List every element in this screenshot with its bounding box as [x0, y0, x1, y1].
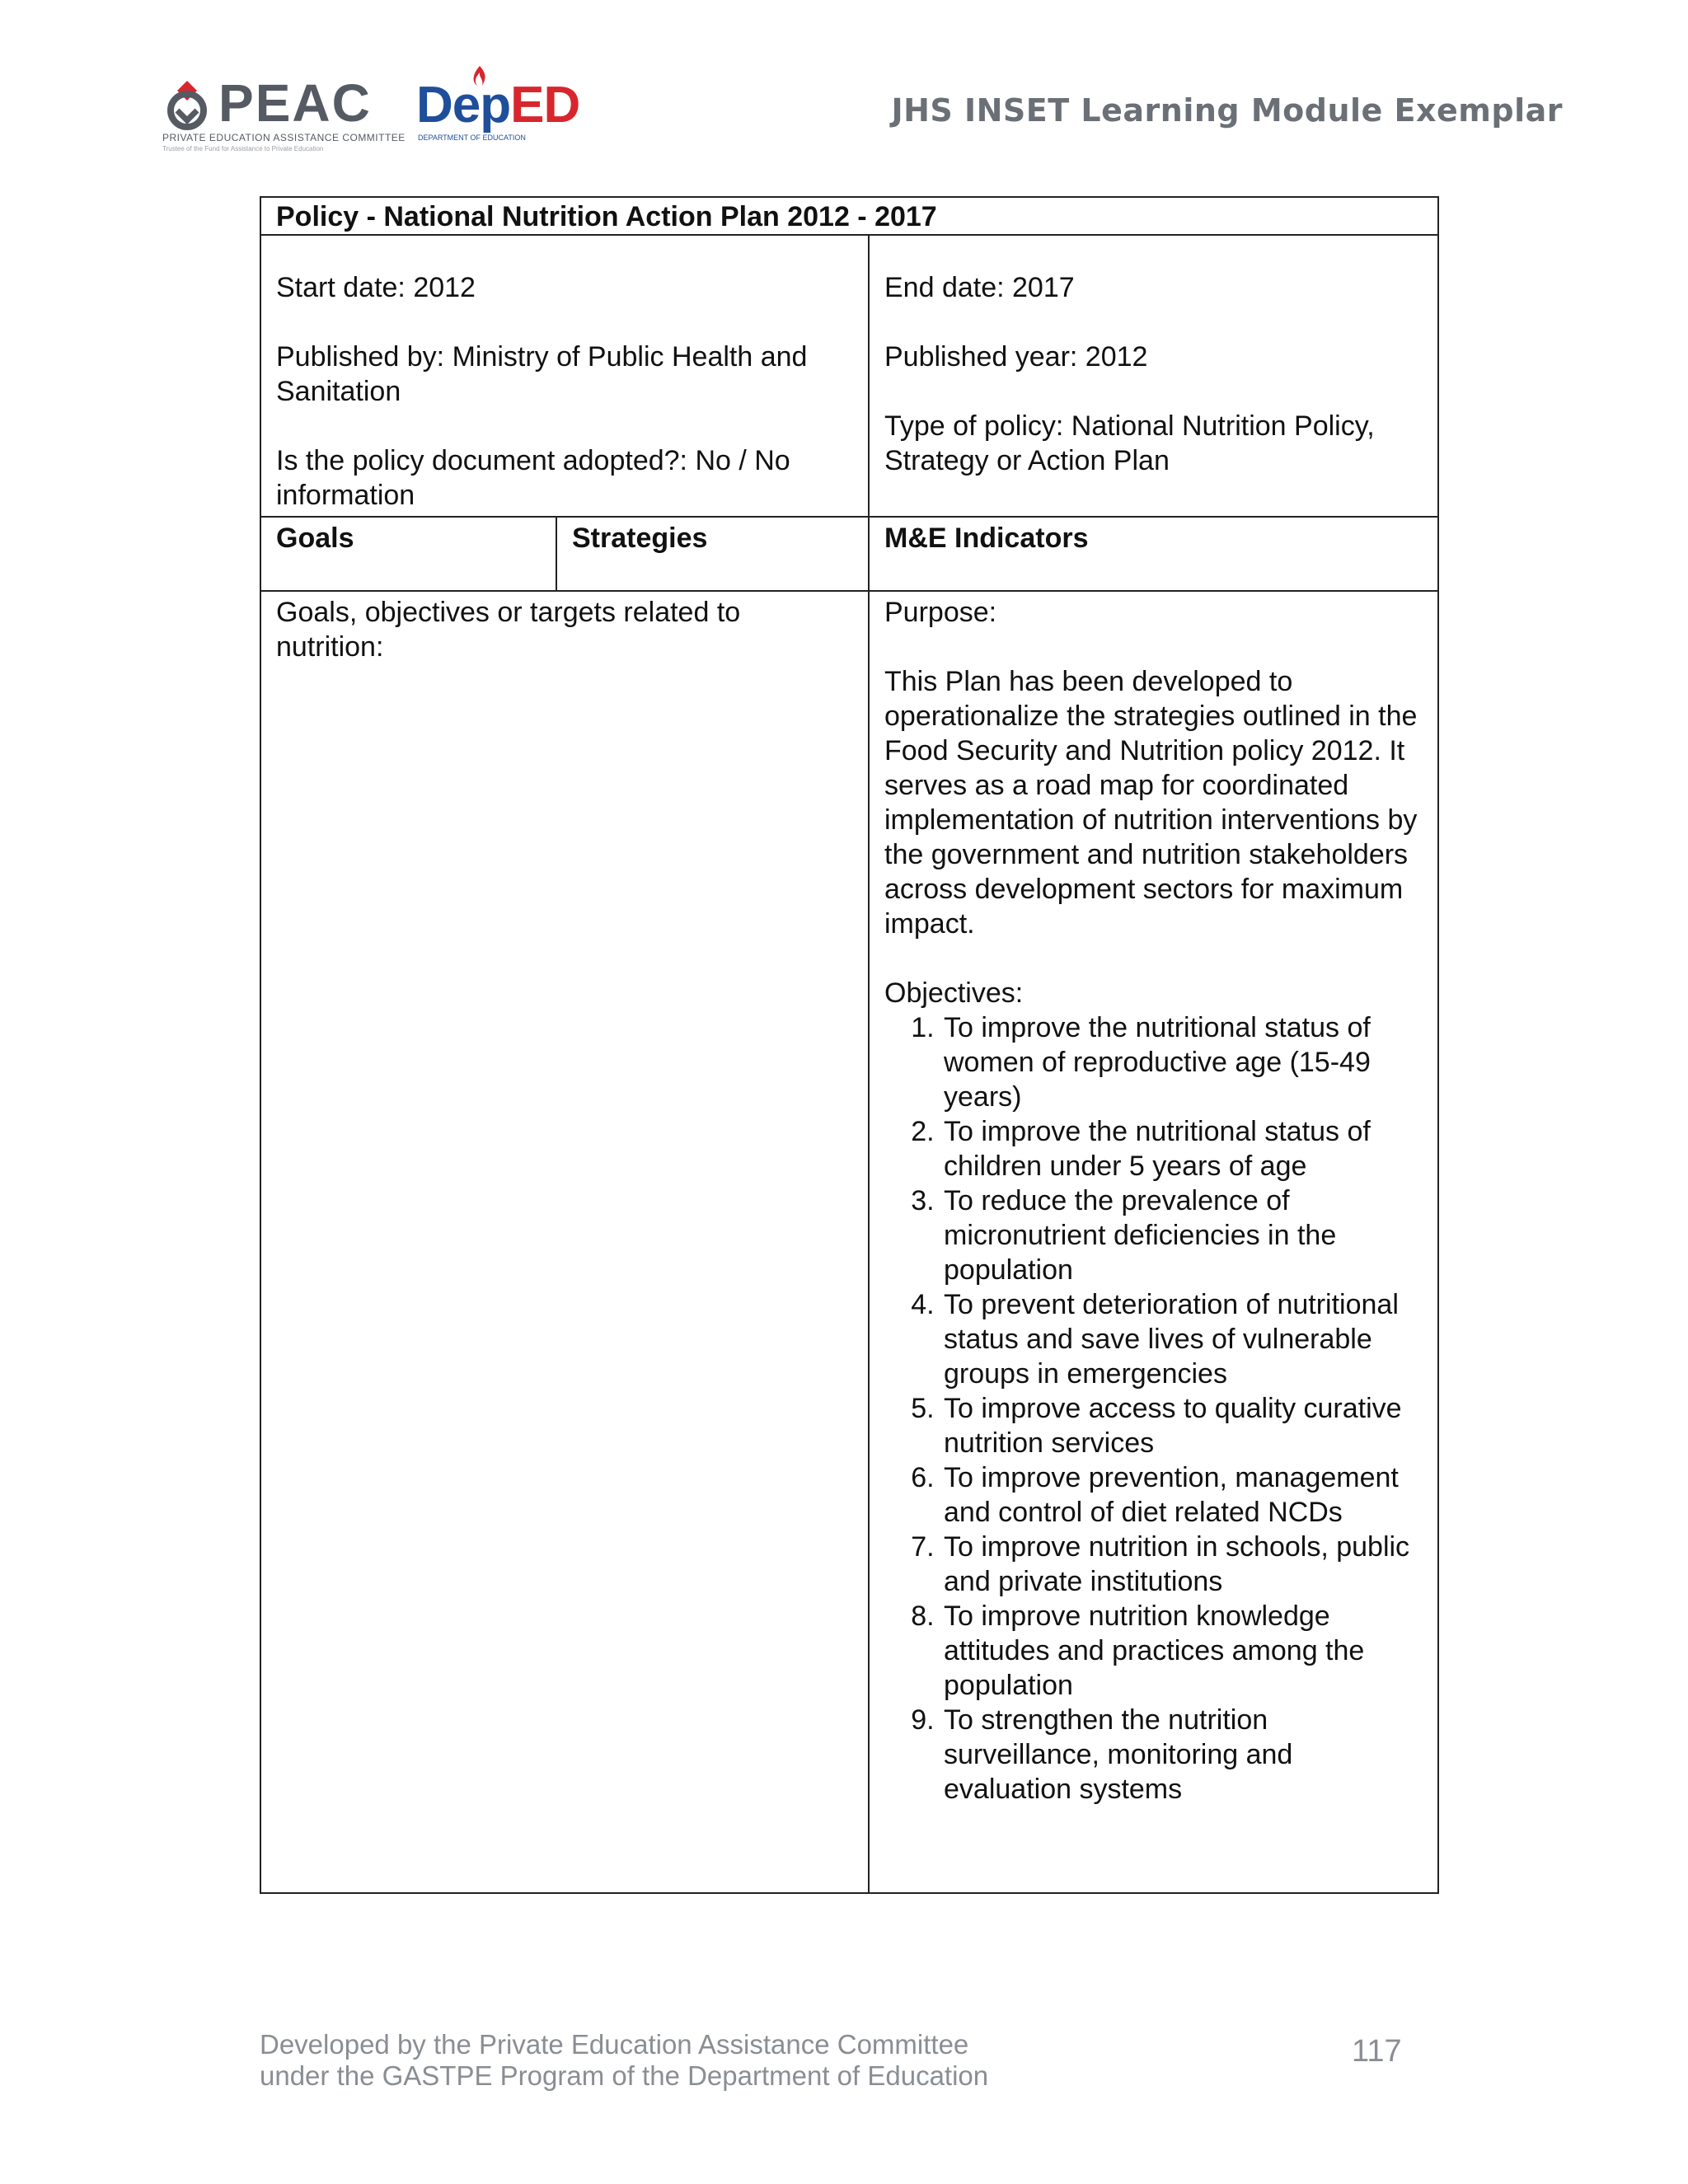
column-header-me-indicators: M&E Indicators [869, 517, 1438, 591]
column-header-row [260, 517, 1438, 591]
policy-content-row [260, 591, 1438, 1893]
me-indicators-cell [869, 591, 1438, 1893]
column-header-goals: Goals [260, 517, 556, 591]
objective-item: 5. To improve access to quality curative nutrition services [942, 1391, 1423, 1460]
objective-item: 1. To improve the nutritional status of women of reproductive age (15-49 years) [942, 1010, 1423, 1114]
deped-logo-text [416, 76, 579, 134]
peac-logo-tagline: Trustee of the Fund for Assistance to Private Education [162, 145, 324, 152]
objective-item: 3. To reduce the prevalence of micronutrient deficiencies in the population [942, 1183, 1423, 1287]
peac-logo-subtitle: PRIVATE EDUCATION ASSISTANCE COMMITTEE [162, 132, 406, 143]
footer-line-1: Developed by the Private Education Assistance Committee [260, 2029, 969, 2060]
goals-text: Goals, objectives or targets related to nutrition: [276, 597, 741, 663]
policy-title: Policy - National Nutrition Action Plan 2012 - 2017 [260, 197, 1438, 235]
policy-title-row [260, 197, 1438, 235]
header-logos [161, 64, 589, 163]
footer-credit [260, 2029, 988, 2092]
published-year: Published year: 2012 [884, 341, 1148, 373]
objective-item: 7. To improve nutrition in schools, public and private institutions [942, 1530, 1423, 1599]
goals-cell [260, 591, 869, 1893]
objectives-list [884, 1010, 1423, 1807]
deped-logo [416, 64, 581, 159]
policy-table [260, 196, 1439, 1894]
footer-line-2: under the GASTPE Program of the Department of Education [260, 2060, 989, 2091]
policy-adopted: Is the policy document adopted?: No / No information [276, 445, 790, 511]
policy-meta-right [869, 235, 1438, 517]
peac-logo-text: PEAC [218, 73, 372, 133]
module-title: JHS INSET Learning Module Exemplar [891, 92, 1563, 129]
peac-logo [161, 64, 433, 159]
objective-item: 2. To improve the nutritional status of children under 5 years of age [942, 1114, 1423, 1183]
page-number: 117 [1352, 2034, 1402, 2069]
purpose-label: Purpose: [884, 597, 997, 628]
objective-item: 6. To improve prevention, management and control of diet related NCDs [942, 1460, 1423, 1530]
end-date: End date: 2017 [884, 272, 1075, 303]
policy-meta-left [260, 235, 869, 517]
objective-item: 8. To improve nutrition knowledge attitudes and practices among the population [942, 1599, 1423, 1703]
column-header-strategies: Strategies [556, 517, 869, 591]
deped-logo-dep: Dep [416, 77, 511, 134]
type-of-policy: Type of policy: National Nutrition Policy, Strategy or Action Plan [884, 410, 1375, 476]
objective-item: 9. To strengthen the nutrition surveillance, monitoring and evaluation systems [942, 1703, 1423, 1807]
deped-logo-subtitle: DEPARTMENT OF EDUCATION [418, 134, 526, 142]
policy-meta-row [260, 235, 1438, 517]
peac-emblem-icon [161, 77, 213, 130]
start-date: Start date: 2012 [276, 272, 476, 303]
purpose-text: This Plan has been developed to operationalize the strategies outlined in the Food Security and Nutrition policy 2012. It serves as a road map for coordinated implementation of nutrition interventions by the government and nutrition stakeholders across development sectors for maximum impact. [884, 666, 1418, 940]
deped-logo-ed: ED [510, 77, 580, 134]
objectives-label: Objectives: [884, 977, 1024, 1009]
objective-item: 4. To prevent deterioration of nutritional status and save lives of vulnerable groups in emergencies [942, 1287, 1423, 1391]
published-by: Published by: Ministry of Public Health and Sanitation [276, 341, 808, 407]
